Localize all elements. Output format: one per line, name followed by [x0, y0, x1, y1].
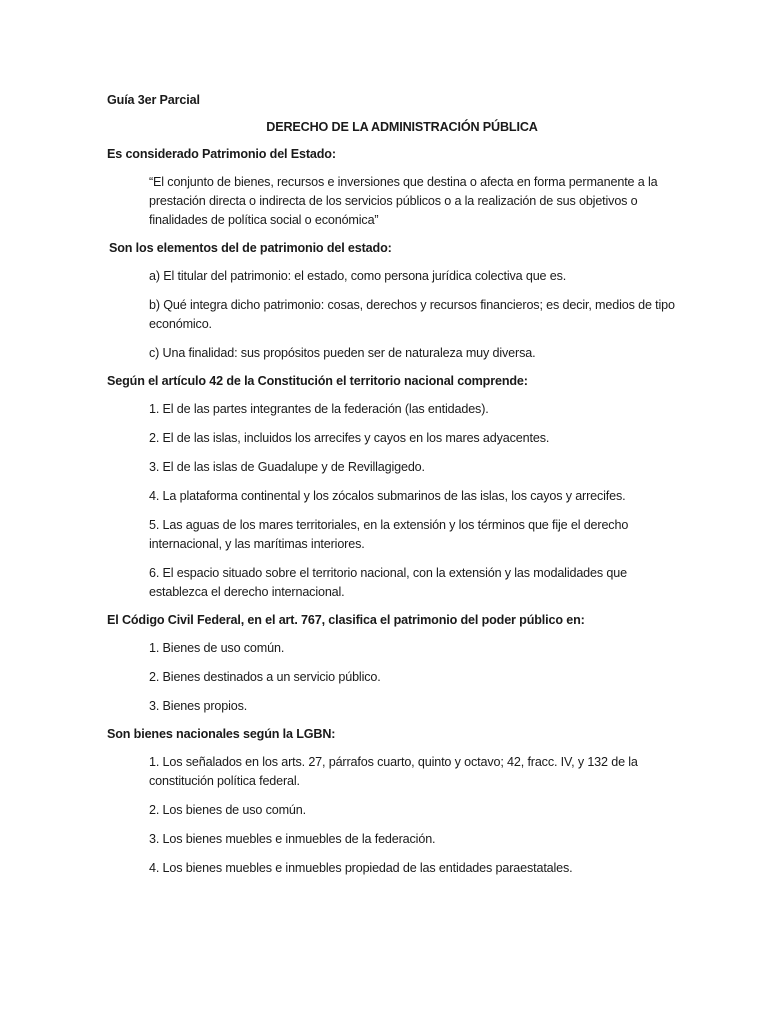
section-heading: El Código Civil Federal, en el art. 767, clasifica el patrimonio del poder público en:: [107, 613, 585, 627]
list-item: c) Una finalidad: sus propósitos pueden ser de naturaleza muy diversa.: [149, 346, 536, 360]
list-item: 1. Los señalados en los arts. 27, párrafos cuarto, quinto y octavo; 42, fracc. IV, y 132 de la constitución política federal.: [149, 755, 638, 788]
section-heading: Son bienes nacionales según la LGBN:: [107, 727, 336, 741]
list-item: 2. Los bienes de uso común.: [149, 803, 306, 817]
section-lgbn: [107, 726, 677, 878]
list-item: 2. Bienes destinados a un servicio público.: [149, 670, 381, 684]
list-item: 1. El de las partes integrantes de la federación (las entidades).: [149, 402, 489, 416]
list-item: 4. Los bienes muebles e inmuebles propiedad de las entidades paraestatales.: [149, 861, 573, 875]
section-articulo-42: [107, 373, 677, 602]
list-item: b) Qué integra dicho patrimonio: cosas, derechos y recursos financieros; es decir, medios de tipo económico.: [149, 298, 675, 331]
document-title: DERECHO DE LA ADMINISTRACIÓN PÚBLICA: [266, 120, 538, 134]
document-page: [107, 92, 677, 888]
section-heading: Es considerado Patrimonio del Estado:: [107, 147, 336, 161]
section-elementos: [107, 240, 677, 363]
list-item: a) El titular del patrimonio: el estado, como persona jurídica colectiva que es.: [149, 269, 567, 283]
list-item: 4. La plataforma continental y los zócalos submarinos de las islas, los cayos y arrecifes.: [149, 489, 626, 503]
list-item: 3. El de las islas de Guadalupe y de Revillagigedo.: [149, 460, 425, 474]
list-item: 3. Bienes propios.: [149, 699, 248, 713]
section-patrimonio: [107, 146, 677, 230]
list-item: 2. El de las islas, incluidos los arrecifes y cayos en los mares adyacentes.: [149, 431, 550, 445]
list-item: 6. El espacio situado sobre el territorio nacional, con la extensión y las modalidades que establezca el derecho internacional.: [149, 566, 627, 599]
section-heading: Según el artículo 42 de la Constitución el territorio nacional comprende:: [107, 374, 528, 388]
section-codigo-civil: [107, 612, 677, 716]
list-item: 5. Las aguas de los mares territoriales, en la extensión y los términos que fije el derecho internacional, y las marítimas interiores.: [149, 518, 629, 551]
guide-label: Guía 3er Parcial: [107, 93, 200, 107]
section-heading: Son los elementos del de patrimonio del estado:: [109, 241, 392, 255]
list-item: 1. Bienes de uso común.: [149, 641, 285, 655]
list-item: 3. Los bienes muebles e inmuebles de la federación.: [149, 832, 436, 846]
definition-quote: “El conjunto de bienes, recursos e inversiones que destina o afecta en forma permanente a la prestación directa o indirecta de los servicios públicos o a la realización de sus objetivos o finalidades de política social o económica”: [149, 175, 658, 227]
